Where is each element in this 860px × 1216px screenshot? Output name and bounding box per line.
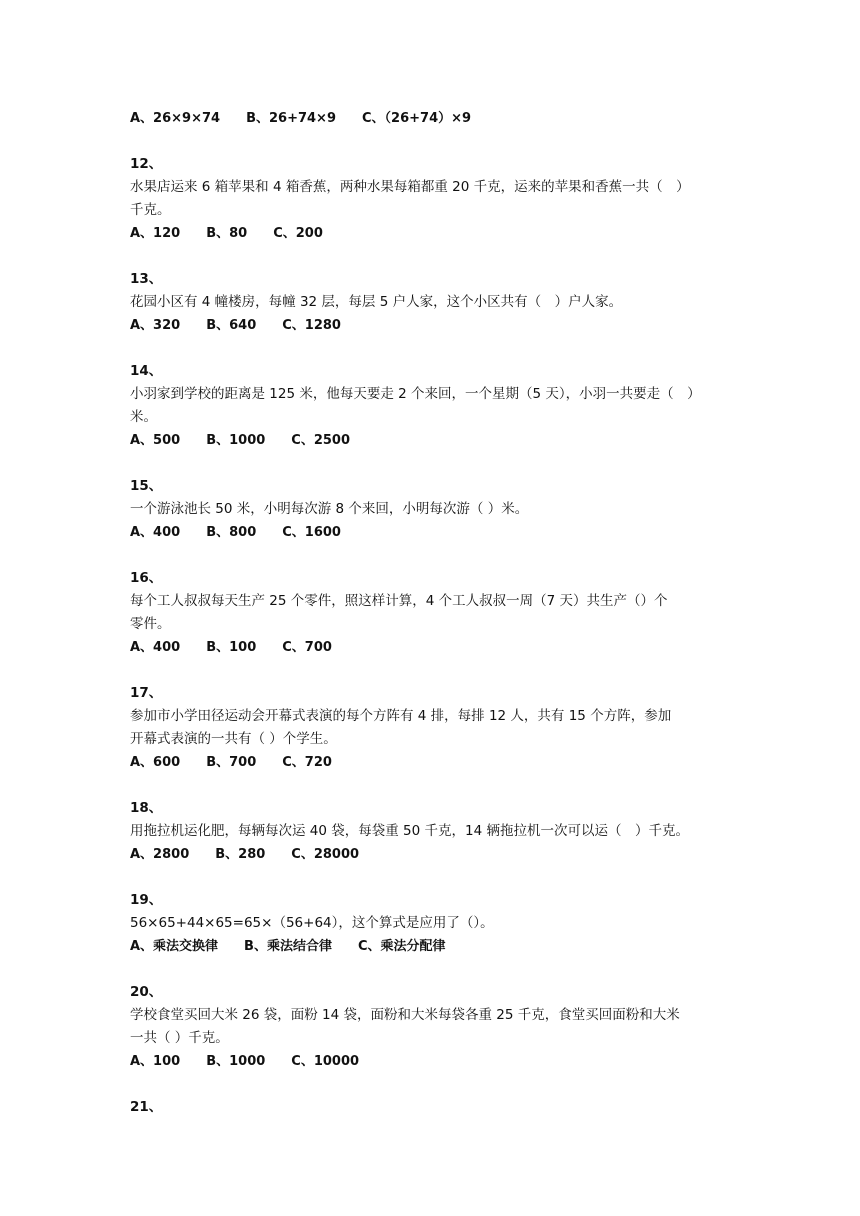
question-number: 19、 <box>130 892 163 908</box>
answer-options: A、320 B、640 C、1280 <box>130 318 341 333</box>
question-text-line: 开幕式表演的一共有（ ）个学生。 <box>130 731 337 747</box>
question-17 <box>130 682 735 774</box>
question-list <box>130 107 735 1119</box>
question-number: 20、 <box>130 984 163 1000</box>
question-21 <box>130 1096 735 1119</box>
question-text-line: 花园小区有 4 幢楼房，每幢 32 层，每层 5 户人家，这个小区共有（ ）户人家。 <box>130 294 623 310</box>
answer-options: A、2800 B、280 C、28000 <box>130 847 360 862</box>
answer-options: A、400 B、800 C、1600 <box>130 525 341 540</box>
question-number: 21、 <box>130 1099 163 1115</box>
question-number: 16、 <box>130 570 163 586</box>
answer-options: A、100 B、1000 C、10000 <box>130 1054 360 1069</box>
answer-options: A、120 B、80 C、200 <box>130 226 323 241</box>
question-text-line: 水果店运来 6 箱苹果和 4 箱香蕉，两种水果每箱都重 20 千克，运来的苹果和香蕉一共（ ） <box>130 179 690 195</box>
question-16 <box>130 567 735 659</box>
question-text-line: 参加市小学田径运动会开幕式表演的每个方阵有 4 排，每排 12 人，共有 15 个方阵，参加 <box>130 708 672 724</box>
question-text-line: 用拖拉机运化肥，每辆每次运 40 袋，每袋重 50 千克，14 辆拖拉机一次可以运（ ）千克。 <box>130 823 689 839</box>
question-20 <box>130 981 735 1073</box>
answer-options: A、600 B、700 C、720 <box>130 755 332 770</box>
question-14 <box>130 360 735 452</box>
question-text-line: 一个游泳池长 50 米，小明每次游 8 个来回，小明每次游（ ）米。 <box>130 501 529 517</box>
question-11-options: A、26×9×74 B、26+74×9 C、（26+74）×9 <box>130 111 472 126</box>
question-text-line: 学校食堂买回大米 26 袋，面粉 14 袋，面粉和大米每袋各重 25 千克，食堂买回面粉和大米 <box>130 1007 680 1023</box>
question-text-line: 每个工人叔叔每天生产 25 个零件，照这样计算，4 个工人叔叔一周（7 天）共生产（）个 <box>130 593 668 609</box>
question-18 <box>130 797 735 866</box>
question-number: 15、 <box>130 478 163 494</box>
question-text-line: 小羽家到学校的距离是 125 米，他每天要走 2 个来回，一个星期（5 天），小羽一共要走（ ） <box>130 386 701 402</box>
question-text-line: 零件。 <box>130 616 171 632</box>
answer-options: A、乘法交换律 B、乘法结合律 C、乘法分配律 <box>130 939 446 954</box>
question-text-line: 一共（ ）千克。 <box>130 1030 229 1046</box>
question-15 <box>130 475 735 544</box>
question-text-line: 米。 <box>130 409 157 425</box>
question-number: 12、 <box>130 156 163 172</box>
question-13 <box>130 268 735 337</box>
question-text-line: 56×65+44×65=65×（56+64），这个算式是应用了（）。 <box>130 915 494 931</box>
question-text-line: 千克。 <box>130 202 171 218</box>
question-number: 14、 <box>130 363 163 379</box>
question-number: 17、 <box>130 685 163 701</box>
question-19 <box>130 889 735 958</box>
answer-options: A、500 B、1000 C、2500 <box>130 433 351 448</box>
question-number: 18、 <box>130 800 163 816</box>
question-number: 13、 <box>130 271 163 287</box>
question-12 <box>130 153 735 245</box>
answer-options: A、400 B、100 C、700 <box>130 640 332 655</box>
